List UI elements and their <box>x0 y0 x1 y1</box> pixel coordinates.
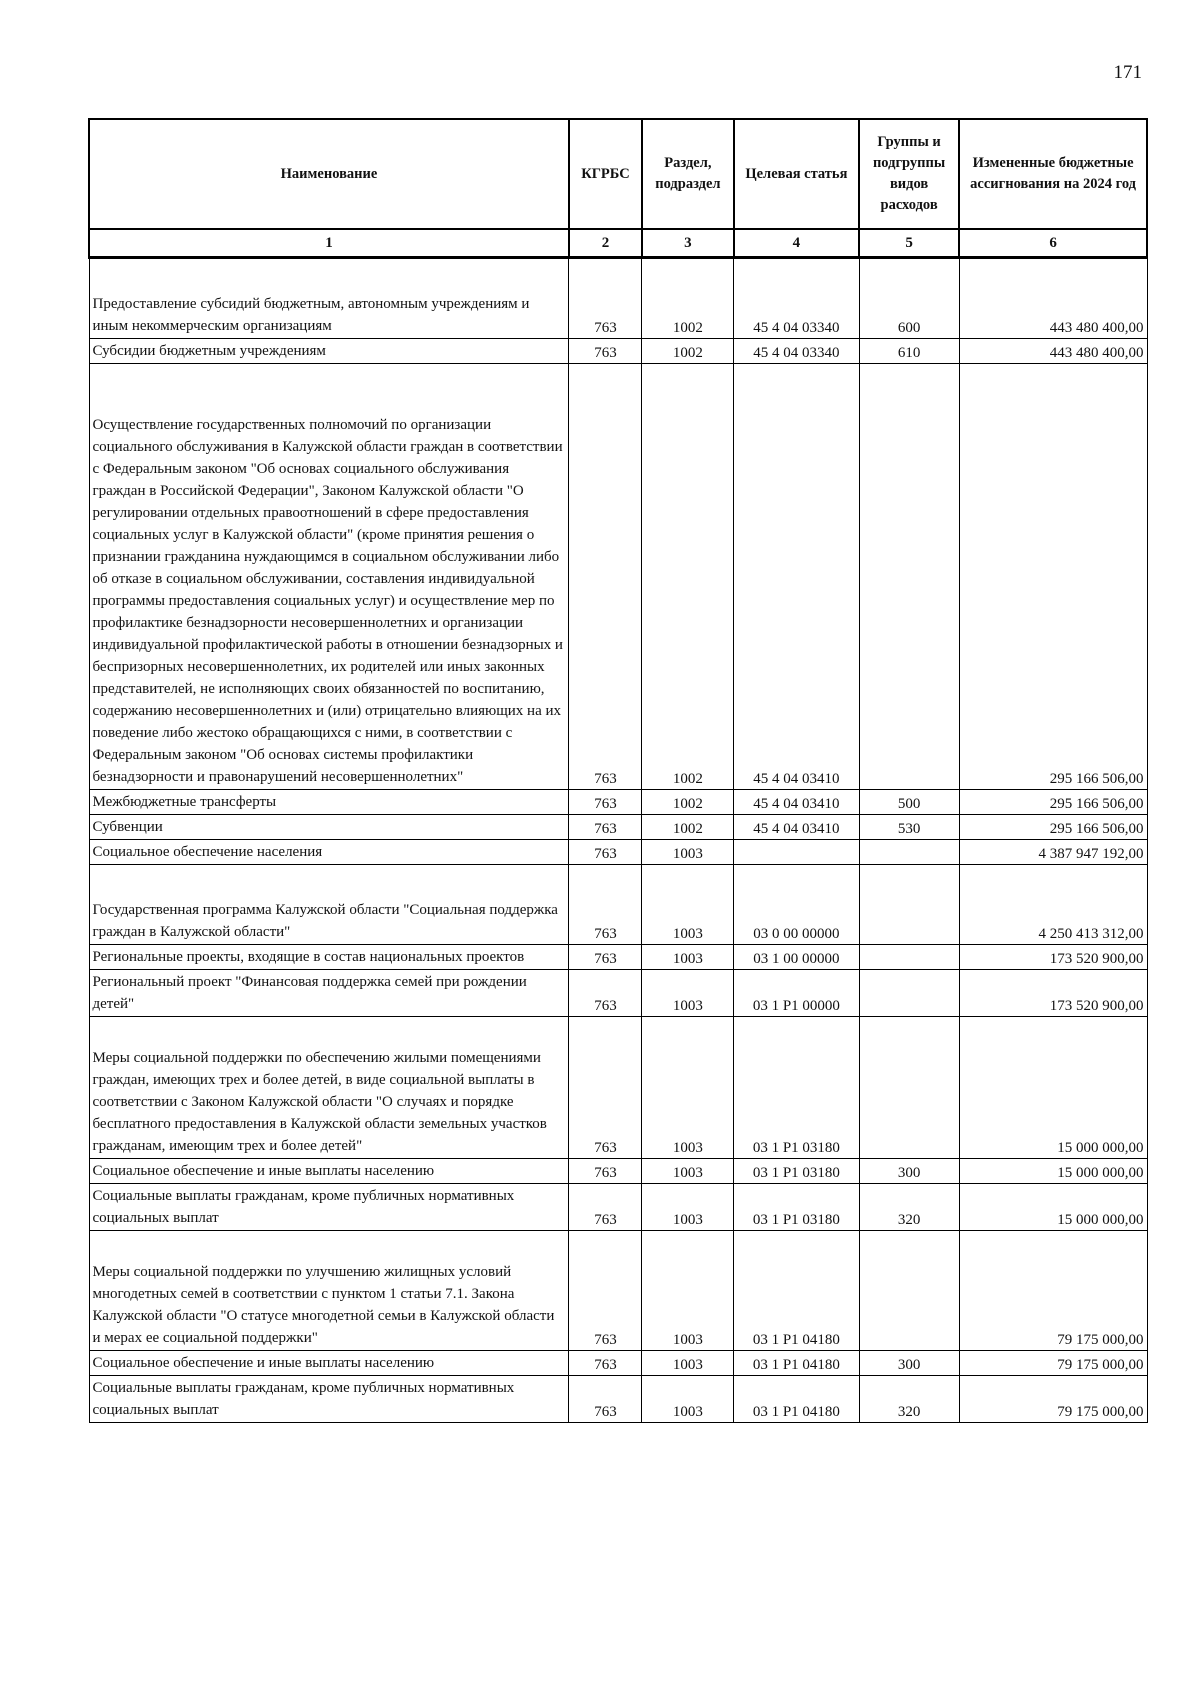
row-section: 1002 <box>642 364 734 790</box>
header-section: Раздел, подраздел <box>642 119 734 229</box>
row-amount: 173 520 900,00 <box>959 970 1147 1017</box>
row-amount: 295 166 506,00 <box>959 790 1147 815</box>
column-number: 6 <box>959 229 1147 258</box>
header-kgrbs: КГРБС <box>569 119 642 229</box>
row-kgrbs: 763 <box>569 1231 642 1351</box>
table-row <box>89 840 1147 865</box>
row-amount: 4 387 947 192,00 <box>959 840 1147 865</box>
row-section: 1002 <box>642 339 734 364</box>
table-row <box>89 1017 1147 1159</box>
table-row <box>89 865 1147 945</box>
row-article: 03 1 P1 03180 <box>734 1017 859 1159</box>
row-group <box>859 1017 959 1159</box>
budget-table <box>88 118 1148 1423</box>
table-row <box>89 945 1147 970</box>
table-body <box>89 258 1147 1423</box>
row-section: 1003 <box>642 1184 734 1231</box>
header-article: Целевая статья <box>734 119 859 229</box>
header-amount: Измененные бюджетные ассигнования на 2024 год <box>959 119 1147 229</box>
row-kgrbs: 763 <box>569 815 642 840</box>
row-name: Социальное обеспечение и иные выплаты населению <box>89 1351 569 1376</box>
row-name: Межбюджетные трансферты <box>89 790 569 815</box>
table-row <box>89 1351 1147 1376</box>
row-kgrbs: 763 <box>569 364 642 790</box>
row-article: 03 1 P1 04180 <box>734 1376 859 1423</box>
page-number: 171 <box>1113 62 1142 83</box>
row-name: Государственная программа Калужской области "Социальная поддержка граждан в Калужской области" <box>89 865 569 945</box>
row-article: 03 1 P1 04180 <box>734 1231 859 1351</box>
row-amount: 15 000 000,00 <box>959 1159 1147 1184</box>
row-amount: 15 000 000,00 <box>959 1017 1147 1159</box>
row-section: 1003 <box>642 1159 734 1184</box>
table-row <box>89 970 1147 1017</box>
row-group: 500 <box>859 790 959 815</box>
row-kgrbs: 763 <box>569 1017 642 1159</box>
row-article: 45 4 04 03410 <box>734 364 859 790</box>
row-kgrbs: 763 <box>569 970 642 1017</box>
row-name: Региональные проекты, входящие в состав национальных проектов <box>89 945 569 970</box>
row-kgrbs: 763 <box>569 1351 642 1376</box>
row-amount: 79 175 000,00 <box>959 1351 1147 1376</box>
row-group: 530 <box>859 815 959 840</box>
row-article: 45 4 04 03340 <box>734 339 859 364</box>
row-kgrbs: 763 <box>569 865 642 945</box>
table-row <box>89 1159 1147 1184</box>
row-section: 1002 <box>642 258 734 339</box>
row-section: 1003 <box>642 945 734 970</box>
row-section: 1003 <box>642 1351 734 1376</box>
row-name: Социальные выплаты гражданам, кроме публичных нормативных социальных выплат <box>89 1184 569 1231</box>
row-kgrbs: 763 <box>569 790 642 815</box>
row-group <box>859 840 959 865</box>
row-kgrbs: 763 <box>569 945 642 970</box>
row-section: 1003 <box>642 1017 734 1159</box>
row-section: 1003 <box>642 1376 734 1423</box>
table-row <box>89 258 1147 339</box>
row-kgrbs: 763 <box>569 339 642 364</box>
row-name: Социальное обеспечение и иные выплаты населению <box>89 1159 569 1184</box>
header-group: Группы и подгруппы видов расходов <box>859 119 959 229</box>
row-section: 1003 <box>642 840 734 865</box>
row-kgrbs: 763 <box>569 1376 642 1423</box>
row-article: 03 1 P1 04180 <box>734 1351 859 1376</box>
table-row <box>89 1376 1147 1423</box>
row-name: Социальное обеспечение населения <box>89 840 569 865</box>
row-group <box>859 970 959 1017</box>
row-section: 1003 <box>642 865 734 945</box>
table-row <box>89 790 1147 815</box>
row-amount: 15 000 000,00 <box>959 1184 1147 1231</box>
table-row <box>89 364 1147 790</box>
row-amount: 173 520 900,00 <box>959 945 1147 970</box>
row-kgrbs: 763 <box>569 1184 642 1231</box>
row-group: 300 <box>859 1351 959 1376</box>
row-article: 03 1 P1 00000 <box>734 970 859 1017</box>
row-article: 03 1 P1 03180 <box>734 1159 859 1184</box>
row-name: Субсидии бюджетным учреждениям <box>89 339 569 364</box>
row-article: 45 4 04 03410 <box>734 790 859 815</box>
row-name: Региональный проект "Финансовая поддержка семей при рождении детей" <box>89 970 569 1017</box>
row-amount: 4 250 413 312,00 <box>959 865 1147 945</box>
row-amount: 443 480 400,00 <box>959 258 1147 339</box>
column-number: 5 <box>859 229 959 258</box>
row-section: 1002 <box>642 815 734 840</box>
row-article: 45 4 04 03410 <box>734 815 859 840</box>
row-kgrbs: 763 <box>569 1159 642 1184</box>
row-group: 300 <box>859 1159 959 1184</box>
column-number: 4 <box>734 229 859 258</box>
row-article: 45 4 04 03340 <box>734 258 859 339</box>
row-group: 320 <box>859 1184 959 1231</box>
table-row <box>89 1231 1147 1351</box>
row-name: Социальные выплаты гражданам, кроме публичных нормативных социальных выплат <box>89 1376 569 1423</box>
column-number: 1 <box>89 229 569 258</box>
row-amount: 79 175 000,00 <box>959 1231 1147 1351</box>
header-row <box>89 119 1147 229</box>
row-group <box>859 865 959 945</box>
row-article: 03 1 P1 03180 <box>734 1184 859 1231</box>
row-name: Осуществление государственных полномочий по организации социального обслуживания в Калужской области граждан в соответствии с Федеральным законом "Об основах социального обслуживания граждан в Российской Федерации", Законом Калужской области "О регулировании отдельных правоотношений в сфере предоставления социальных услуг в Калужской области" (кроме принятия решения о признании гражданина нуждающимся в социальном обслуживании либо об отказе в социальном обслуживании, составления индивидуальной программы предоставления социальных услуг) и осуществление мер по профилактике безнадзорности несовершеннолетних и организации индивидуальной профилактической работы в отношении безнадзорных и беспризорных несовершеннолетних, их родителей или иных законных представителей, не исполняющих своих обязанностей по воспитанию, содержанию несовершеннолетних и (или) отрицательно влияющих на их поведение либо жестоко обращающихся с ними, в соответствии с Федеральным законом "Об основах системы профилактики безнадзорности и правонарушений несовершеннолетних" <box>89 364 569 790</box>
row-kgrbs: 763 <box>569 840 642 865</box>
row-kgrbs: 763 <box>569 258 642 339</box>
row-section: 1002 <box>642 790 734 815</box>
table-row <box>89 1184 1147 1231</box>
row-group: 320 <box>859 1376 959 1423</box>
row-article: 03 1 00 00000 <box>734 945 859 970</box>
table-row <box>89 339 1147 364</box>
row-group <box>859 364 959 790</box>
row-name: Меры социальной поддержки по улучшению жилищных условий многодетных семей в соответствии с пунктом 1 статьи 7.1. Закона Калужской области "О статусе многодетной семьи в Калужской области и мерах ее социальной поддержки" <box>89 1231 569 1351</box>
column-number: 3 <box>642 229 734 258</box>
row-group <box>859 1231 959 1351</box>
row-group <box>859 945 959 970</box>
row-amount: 79 175 000,00 <box>959 1376 1147 1423</box>
row-amount: 295 166 506,00 <box>959 364 1147 790</box>
row-name: Субвенции <box>89 815 569 840</box>
row-group: 610 <box>859 339 959 364</box>
row-article: 03 0 00 00000 <box>734 865 859 945</box>
row-article <box>734 840 859 865</box>
row-amount: 443 480 400,00 <box>959 339 1147 364</box>
row-group: 600 <box>859 258 959 339</box>
column-number: 2 <box>569 229 642 258</box>
row-name: Предоставление субсидий бюджетным, автономным учреждениям и иным некоммерческим организациям <box>89 258 569 339</box>
header-name: Наименование <box>89 119 569 229</box>
column-number-row <box>89 229 1147 258</box>
row-section: 1003 <box>642 1231 734 1351</box>
row-section: 1003 <box>642 970 734 1017</box>
table-row <box>89 815 1147 840</box>
row-name: Меры социальной поддержки по обеспечению жилыми помещениями граждан, имеющих трех и более детей, в виде социальной выплаты в соответствии с Законом Калужской области "О случаях и порядке бесплатного предоставления в Калужской области земельных участков гражданам, имеющим трех и более детей" <box>89 1017 569 1159</box>
row-amount: 295 166 506,00 <box>959 815 1147 840</box>
